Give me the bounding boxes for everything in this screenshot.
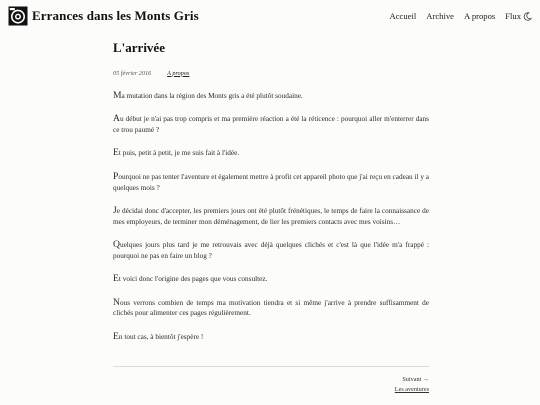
camera-lens-icon: [8, 6, 28, 26]
drop-letter: E: [113, 330, 119, 342]
drop-letter: A: [113, 113, 120, 125]
paragraph: [113, 114, 429, 135]
drop-letter: N: [113, 296, 120, 308]
drop-letter: P: [113, 170, 119, 182]
moon-icon[interactable]: [523, 12, 532, 21]
post-article: [113, 38, 429, 355]
drop-letter: E: [113, 273, 119, 285]
post-title: L'arrivée: [113, 40, 165, 55]
paragraph: [113, 240, 429, 261]
paragraph-text: a mutation dans la région des Monts gris a été plutôt soudaine.: [121, 92, 303, 100]
paragraph: [113, 148, 429, 159]
paragraph-text: e décidai donc d'accepter, les premiers jours ont été plutôt frénétiques, le temps de faire la connaissance de mes employeurs, de terminer mon déménagement, de lier les premiers contacts avec mes voisins…: [113, 206, 429, 226]
paragraph-text: n tout cas, à bientôt j'espère !: [118, 332, 204, 341]
drop-letter: E: [113, 147, 119, 159]
post-meta: [113, 67, 429, 79]
paragraph: [113, 172, 429, 193]
drop-letter: M: [113, 90, 122, 101]
post-body: [113, 91, 429, 342]
post-category-link[interactable]: A propos: [167, 69, 190, 77]
paragraph-text: ourquoi ne pas tenter l'aventure et également mettre à profit cet appareil photo que j'ai reçu en cadeau il y a quelques mois ?: [113, 172, 429, 192]
nav-accueil[interactable]: Accueil: [389, 11, 417, 21]
paragraph: [113, 274, 429, 285]
nav-a-propos[interactable]: A propos: [463, 11, 496, 21]
drop-letter: Q: [113, 239, 120, 251]
previous-post-link[interactable]: Les aventures: [394, 386, 429, 393]
paragraph-text: ous verrons combien de temps ma motivation tiendra et si même j'arrive à prendre suffisamment de clichés pour alimenter ces pages régulièrement.: [113, 298, 429, 318]
paragraph: [113, 91, 429, 102]
drop-letter: J: [113, 204, 117, 216]
paragraph-text: u début je n'ai pas trop compris et ma première réaction a été la réticence : pourquoi aller m'enterrer dans ce trou paumé ?: [113, 115, 429, 135]
paragraph: [113, 298, 429, 319]
site-header: [0, 0, 540, 34]
paragraph-text: uelques jours plus tard je me retrouvais avec déjà quelques clichés et c'est là que l'idée m'a frappé : pourquoi ne pas en faire un blog ?: [113, 241, 429, 260]
site-title[interactable]: Errances dans les Monts Gris: [32, 8, 199, 23]
flux-group: [505, 11, 532, 21]
main-nav: [390, 11, 532, 21]
nav-archive[interactable]: Archive: [426, 11, 454, 21]
paragraph-text: t puis, petit à petit, je me suis fait à l'idée.: [118, 149, 240, 158]
paragraph: [113, 332, 429, 343]
post-pager: [395, 375, 429, 395]
nav-flux[interactable]: Flux: [505, 11, 521, 21]
brand[interactable]: [8, 6, 199, 26]
post-divider: [113, 366, 429, 367]
paragraph: [113, 206, 429, 227]
next-post-link[interactable]: Suivant →: [402, 376, 429, 383]
post-date: 05 février 2016: [113, 69, 152, 77]
paragraph-text: t voici donc l'origine des pages que vous consultez.: [118, 275, 268, 284]
